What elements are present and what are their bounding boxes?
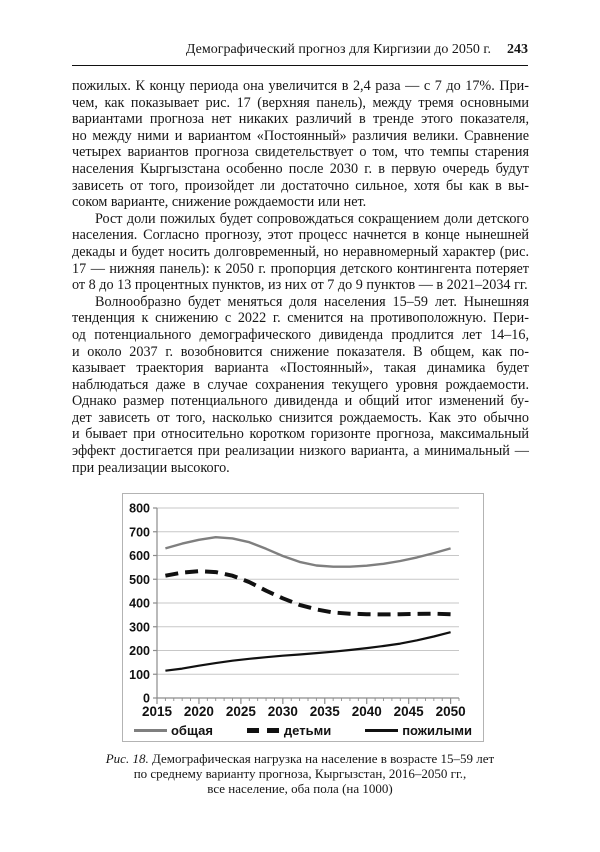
text-line: 17 — нижняя панель): к 2050 г. пропорция детского контингента потеряет (72, 260, 529, 277)
text-line: дет зависеть от того, насколько снизится рождаемость. Как это обычно (72, 409, 529, 426)
y-tick-label: 600 (129, 549, 150, 563)
x-tick-label: 2040 (351, 704, 382, 719)
chart-plot-area (123, 494, 483, 720)
y-tick-label: 400 (129, 596, 150, 611)
legend-item (247, 723, 331, 738)
x-tick-label: 2015 (141, 704, 173, 719)
text-line: Волнообразно будет меняться доля населения 15–59 лет. Нынешняя (95, 293, 529, 310)
text-line: наблюдаться даже в случае сохранения текущего уровня рождаемости. (72, 376, 529, 393)
y-tick-label: 300 (129, 620, 150, 635)
page-number: 243 (507, 42, 528, 57)
legend-item (365, 723, 472, 738)
x-tick-label: 2045 (393, 704, 424, 719)
text-line: соком варианте, снижение рождаемости или нет. (72, 194, 367, 211)
x-tick-label: 2030 (267, 704, 298, 719)
text-line: при реализации высокого. (72, 459, 230, 476)
x-tick-label: 2025 (225, 704, 256, 719)
y-tick-label: 0 (143, 691, 150, 706)
y-tick-label: 800 (129, 501, 150, 516)
y-tick-label: 500 (129, 572, 150, 587)
body-text (72, 78, 529, 476)
text-line: четырех вариантов прогноза свидетельствует о том, что темпы старения (72, 144, 529, 161)
x-tick-label: 2020 (183, 704, 214, 719)
dashed-line-icon (247, 728, 280, 733)
text-line: населения Кыргызстана особенно после 2030 г. в первую очередь будут (72, 160, 529, 177)
figure-chart (122, 493, 484, 742)
paragraph (72, 78, 529, 211)
text-line: Рост доли пожилых будет сопровождаться сокращением доли детского (95, 210, 529, 227)
text-line: эффект достигается при реализации низкого варианта, а минимальный — (72, 443, 529, 460)
y-tick-label: 100 (129, 667, 150, 682)
text-line: зависеть от того, произойдет ли достаточно сильное, хотя бы как в вы- (72, 177, 529, 194)
text-line: казывает траектория варианта «Постоянный», такая динамика будет (72, 360, 529, 377)
figure-label: Рис. 18. (105, 751, 149, 766)
text-line: населения. Согласно прогнозу, этот процесс начнется в конце нынешней (72, 227, 529, 244)
text-line: чем, как показывает рис. 17 (верхняя панель), между тремя основными (72, 94, 529, 111)
text-line: тенденция к снижению с 2022 г. сменится на противоположную. Пери- (72, 310, 529, 327)
caption-text: Демографическая нагрузка на население в возрасте 15–59 лет (148, 751, 495, 766)
x-tick-label: 2035 (309, 704, 340, 719)
chart-legend (123, 720, 483, 740)
text-line: од потенциального демографического дивиденда продлится лет 14–16, (72, 326, 529, 343)
caption-line (0, 752, 600, 767)
running-title: Демографический прогноз для Киргизии до 2050 г. (185, 42, 491, 57)
text-line: декады и будет носить долговременный, но неравномерный характер (рис. (72, 243, 529, 260)
y-tick-label: 700 (129, 525, 150, 540)
text-line: и около 2037 г. возобновится снижение показателя. В общем, как по- (72, 343, 529, 360)
series-line-2 (165, 632, 450, 671)
text-line: и бывает при относительно коротком горизонте прогноза, максимальный (72, 426, 529, 443)
x-tick-label: 2050 (435, 704, 466, 719)
paragraph (72, 294, 529, 477)
text-line: но между ними и вариантом «Постоянный» различия велики. Сравнение (72, 127, 529, 144)
text-line: от 8 до 13 процентных пунктов, из них от 7 до 9 пунктов — в 2021–2034 гг. (72, 277, 528, 294)
figure-caption (0, 752, 600, 796)
series-line-1 (165, 571, 450, 614)
text-line: пожилых. К концу периода она увеличится в 2,4 раза — с 7 до 17%. При- (72, 78, 529, 94)
solid-line-icon (134, 729, 167, 732)
legend-item (134, 723, 213, 738)
legend-label: общая (170, 722, 213, 738)
text-line: вариантами прогноза нет никаких различий в тренде этого показателя, (72, 111, 529, 128)
caption-line: все население, оба пола (на 1000) (207, 780, 393, 796)
legend-label: пожилыми (402, 722, 472, 738)
y-tick-label: 200 (129, 644, 150, 658)
paragraph (72, 211, 529, 294)
legend-label: детьми (283, 722, 332, 738)
series-line-0 (165, 537, 450, 567)
running-header (72, 42, 528, 66)
caption-line: по среднему варианту прогноза, Кыргызстан, 2016–2050 гг., (133, 765, 467, 781)
solid-line-icon (365, 729, 398, 732)
text-line: Однако размер потенциального дивиденда и общий итог изменений бу- (72, 393, 529, 410)
